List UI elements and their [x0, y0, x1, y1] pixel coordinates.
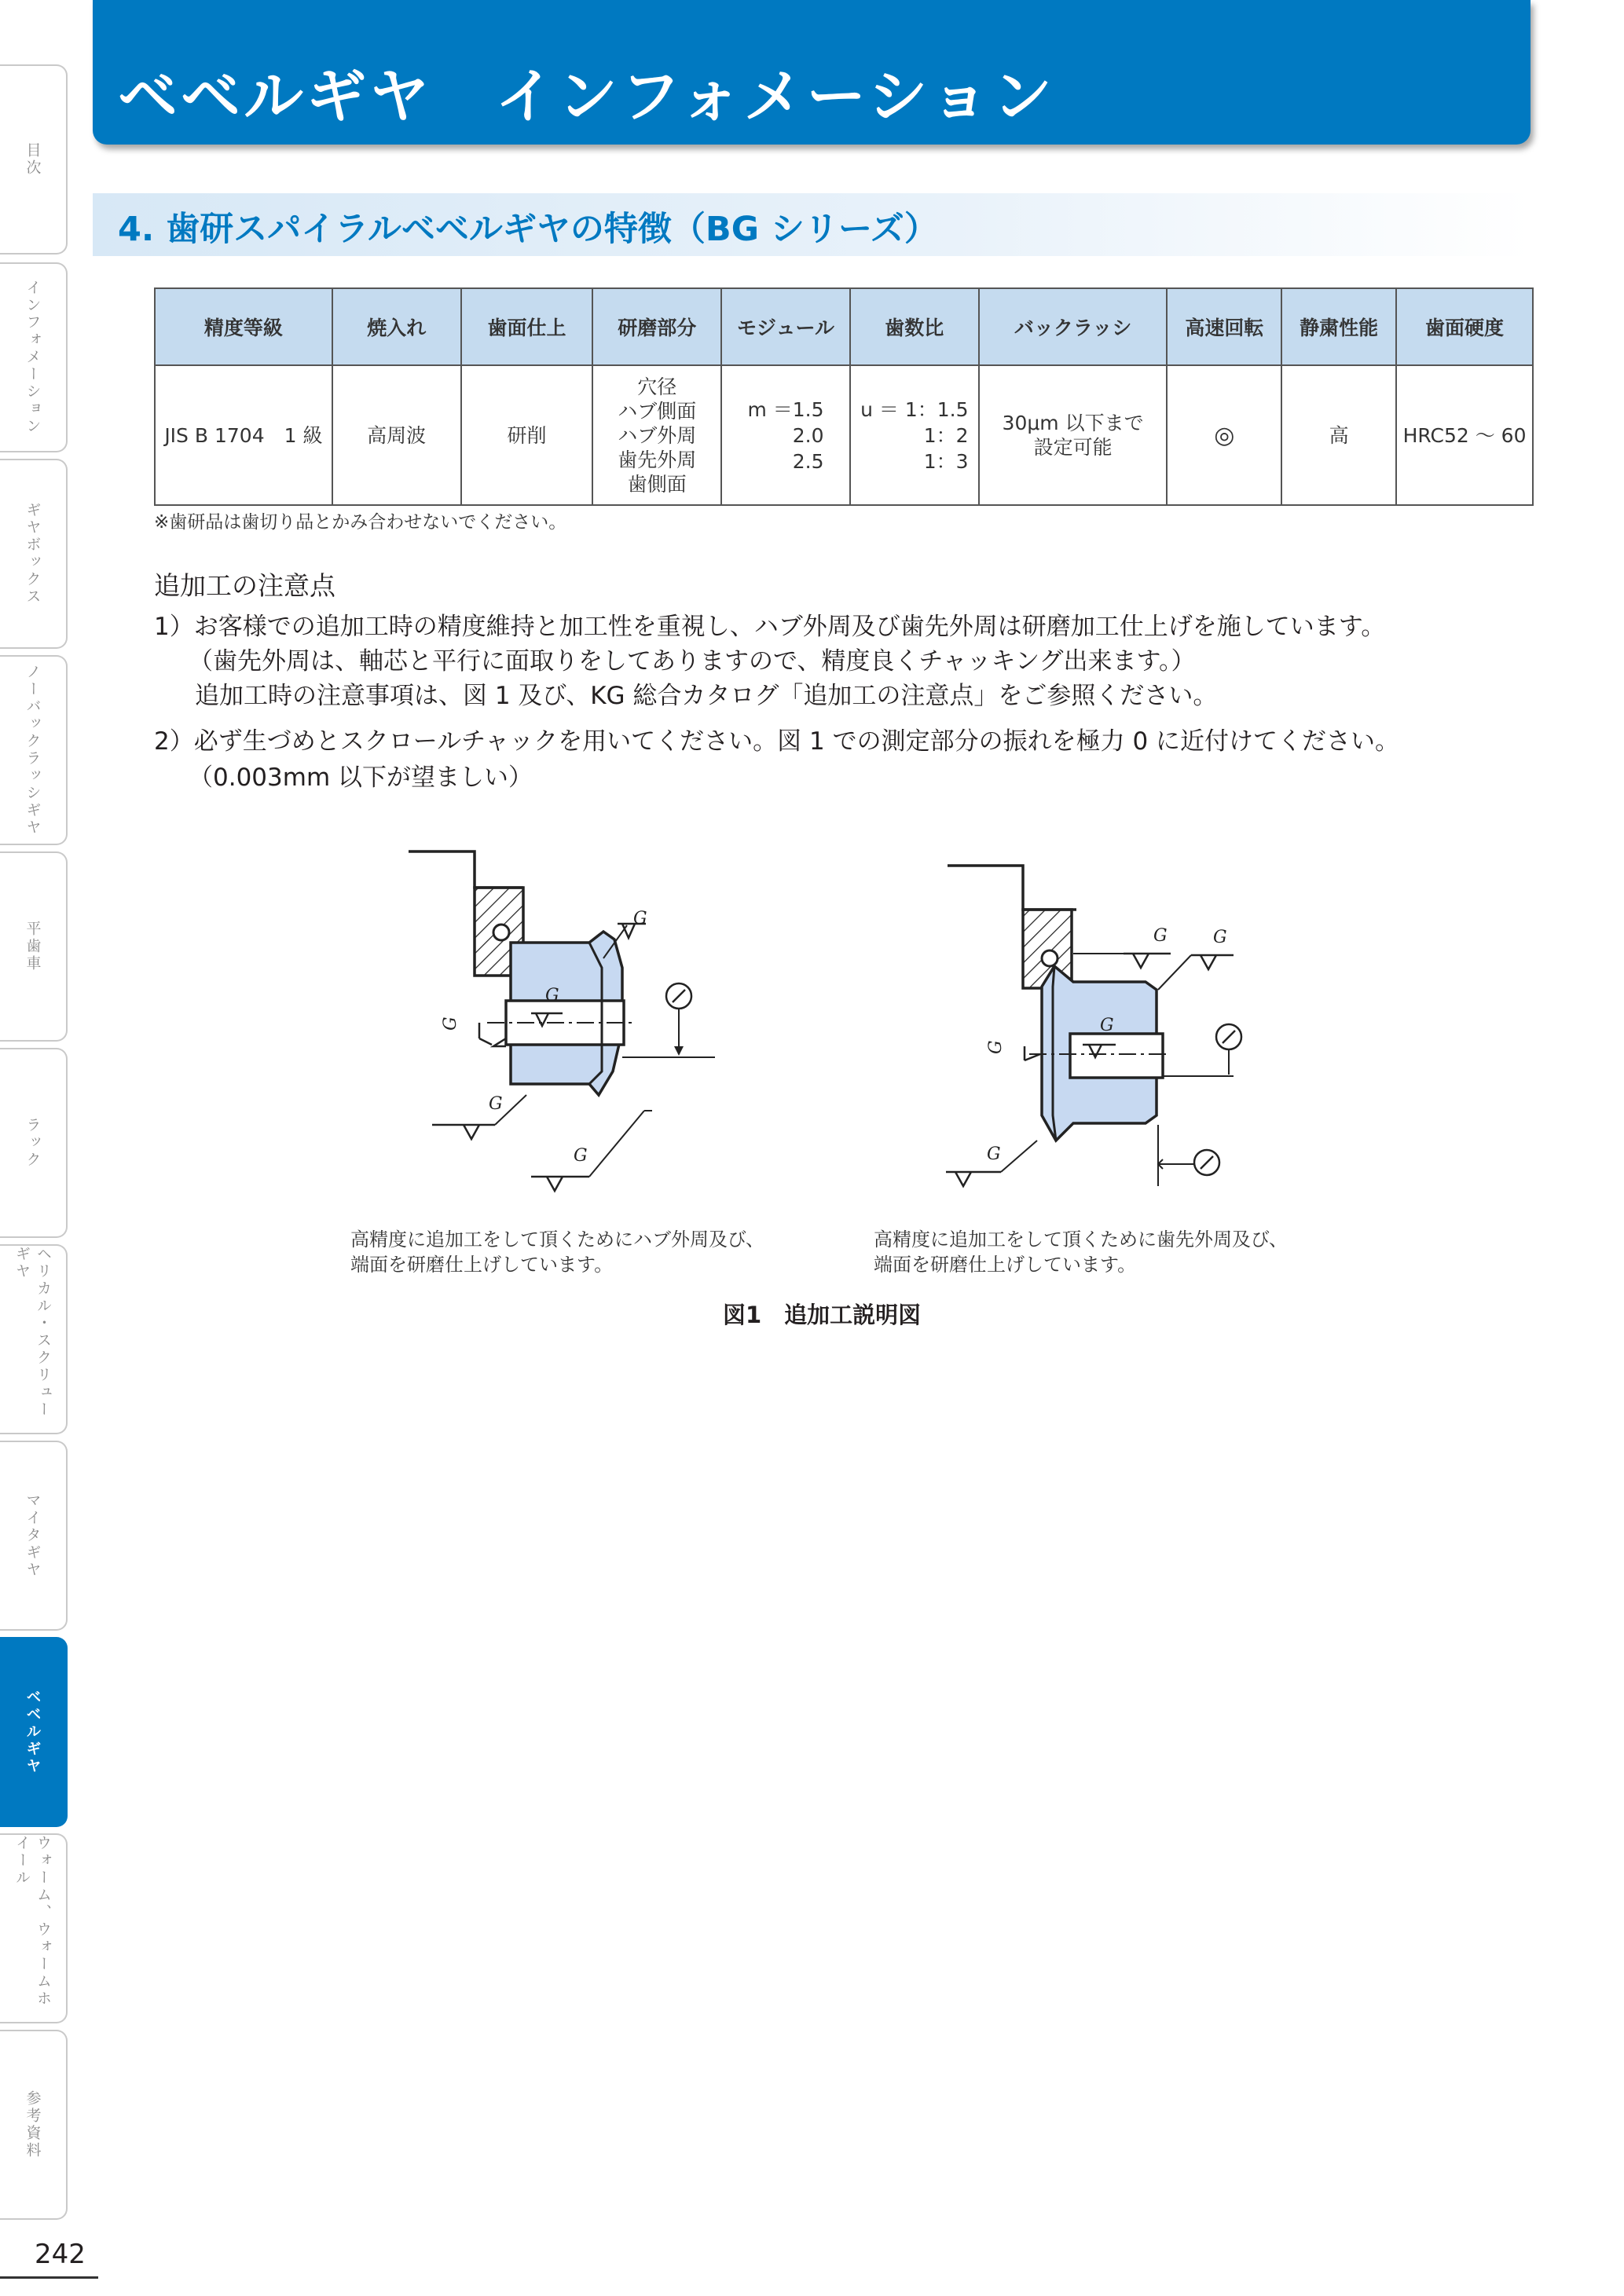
hub-grinding-diagram	[393, 833, 739, 1210]
note-line: （0.003mm 以下が望ましい）	[189, 764, 533, 792]
side-tab-rack[interactable]	[0, 1048, 68, 1238]
table-header-cell: 歯数比	[850, 288, 979, 365]
figure-title: 図1 追加工説明図	[723, 1302, 922, 1328]
side-tab-miter-gear[interactable]	[0, 1441, 68, 1631]
page-title: ベベルギヤ インフォメーション	[118, 61, 1056, 131]
ground-part: ハブ外周	[618, 423, 697, 447]
ratio-value: 1：2	[923, 423, 969, 447]
side-tab-information[interactable]	[0, 262, 68, 452]
note-line: （歯先外周は、軸芯と平行に面取りをしてありますので、精度良くチャッキング出来ます。）	[189, 647, 1196, 676]
side-tab-label: ノーバックラッシギヤ	[24, 664, 42, 837]
hardness-cell: HRC52 ～ 60	[1396, 365, 1533, 505]
side-tab-label: ウォーム、ウォームホイール	[13, 1835, 52, 2008]
grinding-symbol: G	[986, 1040, 1006, 1054]
module-value: 2.5	[792, 449, 824, 473]
spec-table	[154, 287, 1534, 506]
grinding-symbol: G	[633, 909, 647, 928]
backlash-line: 30μm 以下まで	[1002, 412, 1144, 434]
table-header-cell: 研磨部分	[592, 288, 721, 365]
grinding-symbol: G	[545, 986, 559, 1005]
module-value: 2.0	[792, 423, 824, 447]
side-tab-label: 平歯車	[24, 921, 42, 972]
side-tab-worm-gear[interactable]	[0, 1833, 68, 2023]
note-line: 追加工時の注意事項は、図 1 及び、KG 総合カタログ「追加工の注意点」をご参照ください。	[195, 682, 1218, 710]
note-line: 2）必ず生づめとスクロールチャックを用いてください。図 1 での測定部分の振れを極力 0 に近付けてください。	[154, 727, 1400, 756]
side-tab-label: ヘリカル・スクリューギヤ	[13, 1246, 52, 1419]
side-tab-bevel-gear[interactable]	[0, 1637, 68, 1827]
grinding-symbol: G	[1153, 926, 1168, 946]
side-tab-label: ベベルギヤ	[24, 1689, 42, 1775]
side-tab-label: 参考資料	[24, 2090, 42, 2159]
ratio-value: u ＝ 1：1.5	[860, 397, 969, 421]
grinding-symbol: G	[987, 1144, 1001, 1164]
table-header-cell: 高速回転	[1167, 288, 1281, 365]
side-tab-helical-screw-gear[interactable]	[0, 1244, 68, 1434]
table-header-cell: 歯面硬度	[1396, 288, 1533, 365]
hardening-cell: 高周波	[332, 365, 461, 505]
backlash-line: 設定可能	[1033, 436, 1113, 459]
ratio-cell	[850, 365, 979, 505]
table-header-cell: 焼入れ	[332, 288, 461, 365]
tooth-tip-grinding-diagram	[935, 848, 1281, 1210]
table-header-cell: 歯面仕上	[461, 288, 593, 365]
side-tab-label: インフォメーション	[24, 280, 42, 435]
caption-line: 高精度に追加工をして頂くためにハブ外周及び、	[350, 1229, 765, 1251]
ground-part: 歯側面	[627, 472, 687, 496]
table-note: ※歯研品は歯切り品とかみ合わせないでください。	[154, 512, 567, 533]
side-tab-spur-gear[interactable]	[0, 851, 68, 1042]
grinding-symbol: G	[489, 1094, 503, 1114]
side-tab-reference[interactable]	[0, 2030, 68, 2220]
grinding-symbol: G	[574, 1146, 588, 1166]
ground-parts-cell	[592, 365, 721, 505]
side-tab-label: ラック	[24, 1117, 42, 1169]
grinding-symbol: G	[1100, 1016, 1114, 1035]
table-header-cell: 静粛性能	[1281, 288, 1396, 365]
module-cell	[721, 365, 850, 505]
side-tab-label: ギヤボックス	[24, 502, 42, 606]
note-line: 1）お客様での追加工時の精度維持と加工性を重視し、ハブ外周及び歯先外周は研磨加工仕上げを施しています。	[154, 613, 1386, 641]
left-figure-caption	[350, 1227, 764, 1277]
caption-line: 端面を研磨仕上げしています。	[350, 1254, 614, 1276]
footer-rule	[0, 2276, 98, 2279]
table-header-cell: バックラッシ	[979, 288, 1168, 365]
spec-table-header-row	[155, 288, 1533, 365]
ground-part: ハブ側面	[618, 399, 697, 423]
quietness-cell: 高	[1281, 365, 1396, 505]
ground-part: 穴径	[637, 375, 677, 398]
side-tab-label: 目次	[24, 142, 42, 177]
caption-line: 端面を研磨仕上げしています。	[874, 1254, 1137, 1276]
module-value: m ＝1.5	[747, 397, 824, 421]
right-figure-caption	[874, 1227, 1288, 1277]
notes-title: 追加工の注意点	[154, 570, 335, 601]
section-title: 4. 歯研スパイラルベベルギヤの特徴（BG シリーズ）	[118, 210, 938, 249]
table-row	[155, 365, 1533, 505]
accuracy-cell: JIS B 1704 1 級	[155, 365, 332, 505]
grinding-symbol: G	[441, 1016, 460, 1031]
ratio-value: 1：3	[923, 449, 969, 473]
side-tab-no-backlash-gear[interactable]	[0, 655, 68, 845]
high-speed-cell: ◎	[1167, 365, 1281, 505]
table-header-cell: 精度等級	[155, 288, 332, 365]
table-header-cell: モジュール	[721, 288, 850, 365]
grinding-symbol: G	[1213, 928, 1227, 947]
ground-part: 歯先外周	[618, 448, 697, 471]
side-tab-contents[interactable]	[0, 64, 68, 255]
page-number: 242	[35, 2239, 86, 2270]
side-tab-gearbox[interactable]	[0, 459, 68, 649]
finish-cell: 研削	[461, 365, 593, 505]
side-tab-label: マイタギヤ	[24, 1492, 42, 1579]
backlash-cell	[979, 365, 1168, 505]
caption-line: 高精度に追加工をして頂くために歯先外周及び、	[874, 1229, 1289, 1251]
